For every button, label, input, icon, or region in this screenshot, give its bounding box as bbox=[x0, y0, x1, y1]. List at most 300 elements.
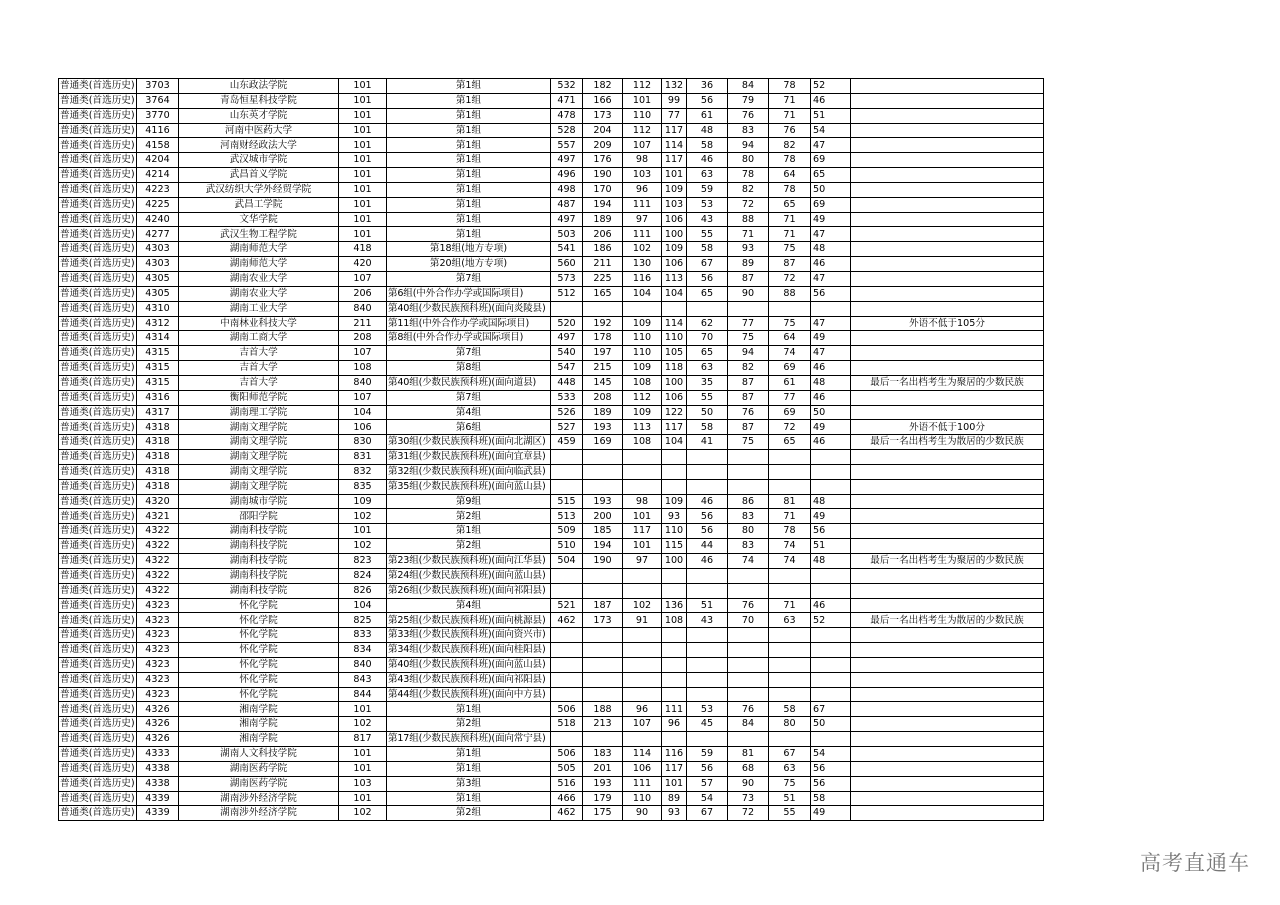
cell-school-name: 武汉城市学院 bbox=[179, 153, 339, 168]
cell-score-f: 72 bbox=[769, 271, 811, 286]
cell-score-c: 100 bbox=[662, 227, 687, 242]
cell-category: 普通类(首选历史) bbox=[59, 227, 137, 242]
table-row bbox=[59, 464, 1044, 479]
cell-school-code: 4326 bbox=[137, 732, 179, 747]
table-row bbox=[59, 93, 1044, 108]
cell-group-name: 第7组 bbox=[387, 271, 551, 286]
table-row bbox=[59, 509, 1044, 524]
cell-total-score: 462 bbox=[551, 613, 583, 628]
cell-score-f bbox=[769, 687, 811, 702]
cell-score-a bbox=[583, 628, 623, 643]
cell-score-c: 96 bbox=[662, 717, 687, 732]
cell-remark bbox=[851, 227, 1044, 242]
cell-score-g: 49 bbox=[811, 806, 851, 821]
cell-group-name: 第6组(中外合作办学或国际项目) bbox=[387, 286, 551, 301]
cell-score-g: 69 bbox=[811, 197, 851, 212]
cell-score-f: 65 bbox=[769, 197, 811, 212]
cell-score-a: 176 bbox=[583, 153, 623, 168]
cell-category: 普通类(首选历史) bbox=[59, 108, 137, 123]
cell-score-d: 67 bbox=[687, 257, 728, 272]
cell-score-d: 50 bbox=[687, 405, 728, 420]
cell-score-c: 99 bbox=[662, 93, 687, 108]
cell-group-name: 第1组 bbox=[387, 168, 551, 183]
cell-school-code: 4315 bbox=[137, 361, 179, 376]
cell-score-a: 194 bbox=[583, 539, 623, 554]
cell-school-name: 湖南城市学院 bbox=[179, 494, 339, 509]
cell-school-code: 4323 bbox=[137, 613, 179, 628]
cell-score-e bbox=[728, 568, 769, 583]
table-row bbox=[59, 316, 1044, 331]
cell-score-b bbox=[623, 643, 662, 658]
cell-total-score bbox=[551, 657, 583, 672]
cell-group-code: 840 bbox=[339, 375, 387, 390]
cell-score-b: 91 bbox=[623, 613, 662, 628]
cell-category: 普通类(首选历史) bbox=[59, 554, 137, 569]
cell-total-score: 504 bbox=[551, 554, 583, 569]
cell-score-c: 136 bbox=[662, 598, 687, 613]
cell-group-code: 101 bbox=[339, 79, 387, 94]
cell-score-a: 187 bbox=[583, 598, 623, 613]
cell-school-code: 4323 bbox=[137, 687, 179, 702]
cell-group-code: 817 bbox=[339, 732, 387, 747]
cell-score-e bbox=[728, 450, 769, 465]
cell-group-name: 第40组(少数民族预科班)(面向炎陵县) bbox=[387, 301, 551, 316]
cell-score-a: 211 bbox=[583, 257, 623, 272]
cell-group-code: 844 bbox=[339, 687, 387, 702]
cell-school-name: 吉首大学 bbox=[179, 346, 339, 361]
cell-score-g bbox=[811, 479, 851, 494]
cell-school-name: 湘南学院 bbox=[179, 732, 339, 747]
cell-score-g: 48 bbox=[811, 554, 851, 569]
cell-school-name: 湖南科技学院 bbox=[179, 568, 339, 583]
cell-school-name: 湖南医药学院 bbox=[179, 776, 339, 791]
cell-school-code: 4339 bbox=[137, 806, 179, 821]
cell-score-g: 56 bbox=[811, 761, 851, 776]
cell-total-score: 518 bbox=[551, 717, 583, 732]
cell-score-f bbox=[769, 657, 811, 672]
cell-total-score: 471 bbox=[551, 93, 583, 108]
cell-score-b: 101 bbox=[623, 539, 662, 554]
cell-score-a bbox=[583, 583, 623, 598]
cell-score-d: 55 bbox=[687, 227, 728, 242]
cell-score-e: 75 bbox=[728, 435, 769, 450]
cell-score-a: 178 bbox=[583, 331, 623, 346]
cell-group-code: 101 bbox=[339, 168, 387, 183]
cell-score-b: 109 bbox=[623, 405, 662, 420]
cell-score-c: 103 bbox=[662, 197, 687, 212]
cell-category: 普通类(首选历史) bbox=[59, 168, 137, 183]
cell-total-score: 520 bbox=[551, 316, 583, 331]
table-row bbox=[59, 346, 1044, 361]
cell-school-code: 4305 bbox=[137, 271, 179, 286]
cell-group-code: 104 bbox=[339, 405, 387, 420]
cell-score-a: 145 bbox=[583, 375, 623, 390]
cell-score-f: 80 bbox=[769, 717, 811, 732]
table-row bbox=[59, 79, 1044, 94]
cell-school-code: 4318 bbox=[137, 420, 179, 435]
cell-total-score: 506 bbox=[551, 702, 583, 717]
cell-group-name: 第4组 bbox=[387, 598, 551, 613]
cell-school-code: 4116 bbox=[137, 123, 179, 138]
table-row bbox=[59, 286, 1044, 301]
cell-score-e: 87 bbox=[728, 271, 769, 286]
cell-score-f: 69 bbox=[769, 361, 811, 376]
cell-score-a bbox=[583, 464, 623, 479]
cell-school-code: 4318 bbox=[137, 464, 179, 479]
cell-score-e bbox=[728, 687, 769, 702]
cell-group-name: 第8组 bbox=[387, 361, 551, 376]
cell-score-e: 76 bbox=[728, 702, 769, 717]
table-row bbox=[59, 732, 1044, 747]
cell-category: 普通类(首选历史) bbox=[59, 286, 137, 301]
cell-category: 普通类(首选历史) bbox=[59, 717, 137, 732]
cell-score-g: 47 bbox=[811, 227, 851, 242]
cell-school-code: 4318 bbox=[137, 435, 179, 450]
table-row bbox=[59, 776, 1044, 791]
cell-group-name: 第33组(少数民族预科班)(面向资兴市) bbox=[387, 628, 551, 643]
cell-score-a: 193 bbox=[583, 494, 623, 509]
cell-group-code: 102 bbox=[339, 509, 387, 524]
cell-score-a: 204 bbox=[583, 123, 623, 138]
cell-score-d: 46 bbox=[687, 554, 728, 569]
cell-group-code: 420 bbox=[339, 257, 387, 272]
cell-total-score: 560 bbox=[551, 257, 583, 272]
table-row bbox=[59, 479, 1044, 494]
cell-score-g: 56 bbox=[811, 524, 851, 539]
cell-score-a: 188 bbox=[583, 702, 623, 717]
cell-category: 普通类(首选历史) bbox=[59, 138, 137, 153]
cell-score-a: 206 bbox=[583, 227, 623, 242]
cell-score-b bbox=[623, 583, 662, 598]
cell-score-b: 117 bbox=[623, 524, 662, 539]
cell-total-score bbox=[551, 732, 583, 747]
cell-total-score: 516 bbox=[551, 776, 583, 791]
cell-group-code: 101 bbox=[339, 761, 387, 776]
cell-score-g bbox=[811, 657, 851, 672]
cell-school-name: 湘南学院 bbox=[179, 702, 339, 717]
cell-score-g: 48 bbox=[811, 242, 851, 257]
cell-score-e: 82 bbox=[728, 361, 769, 376]
cell-category: 普通类(首选历史) bbox=[59, 598, 137, 613]
cell-school-code: 4303 bbox=[137, 257, 179, 272]
cell-school-name: 怀化学院 bbox=[179, 613, 339, 628]
cell-score-d bbox=[687, 479, 728, 494]
cell-score-f: 64 bbox=[769, 331, 811, 346]
cell-score-e: 80 bbox=[728, 153, 769, 168]
cell-score-f: 71 bbox=[769, 509, 811, 524]
cell-score-d bbox=[687, 643, 728, 658]
cell-score-g: 48 bbox=[811, 375, 851, 390]
cell-remark bbox=[851, 806, 1044, 821]
cell-school-name: 青岛恒星科技学院 bbox=[179, 93, 339, 108]
cell-score-b: 111 bbox=[623, 227, 662, 242]
cell-score-f: 63 bbox=[769, 613, 811, 628]
cell-total-score: 459 bbox=[551, 435, 583, 450]
cell-score-b: 111 bbox=[623, 776, 662, 791]
cell-school-name: 湖南师范大学 bbox=[179, 242, 339, 257]
cell-group-name: 第1组 bbox=[387, 227, 551, 242]
cell-school-name: 湖南理工学院 bbox=[179, 405, 339, 420]
cell-score-d: 44 bbox=[687, 539, 728, 554]
cell-category: 普通类(首选历史) bbox=[59, 375, 137, 390]
cell-school-code: 4312 bbox=[137, 316, 179, 331]
cell-score-f bbox=[769, 301, 811, 316]
cell-score-c bbox=[662, 464, 687, 479]
cell-category: 普通类(首选历史) bbox=[59, 494, 137, 509]
cell-score-f bbox=[769, 672, 811, 687]
cell-school-name: 湖南农业大学 bbox=[179, 271, 339, 286]
cell-group-name: 第1组 bbox=[387, 108, 551, 123]
cell-score-g: 56 bbox=[811, 776, 851, 791]
cell-remark bbox=[851, 539, 1044, 554]
cell-score-f: 71 bbox=[769, 598, 811, 613]
cell-school-code: 4305 bbox=[137, 286, 179, 301]
cell-score-c bbox=[662, 479, 687, 494]
cell-score-b: 96 bbox=[623, 182, 662, 197]
cell-score-d: 35 bbox=[687, 375, 728, 390]
cell-school-name: 湖南文理学院 bbox=[179, 464, 339, 479]
cell-score-c: 93 bbox=[662, 806, 687, 821]
cell-remark bbox=[851, 79, 1044, 94]
cell-category: 普通类(首选历史) bbox=[59, 776, 137, 791]
cell-score-f: 71 bbox=[769, 212, 811, 227]
cell-score-c: 116 bbox=[662, 746, 687, 761]
cell-category: 普通类(首选历史) bbox=[59, 331, 137, 346]
cell-score-f: 64 bbox=[769, 168, 811, 183]
cell-group-name: 第30组(少数民族预科班)(面向北湖区) bbox=[387, 435, 551, 450]
cell-remark bbox=[851, 108, 1044, 123]
cell-score-c: 89 bbox=[662, 791, 687, 806]
cell-score-b: 110 bbox=[623, 791, 662, 806]
cell-school-code: 3703 bbox=[137, 79, 179, 94]
cell-school-code: 4323 bbox=[137, 657, 179, 672]
cell-group-code: 832 bbox=[339, 464, 387, 479]
cell-score-a: 215 bbox=[583, 361, 623, 376]
cell-score-a: 197 bbox=[583, 346, 623, 361]
table-row bbox=[59, 390, 1044, 405]
cell-score-e: 80 bbox=[728, 524, 769, 539]
cell-school-name: 湖南文理学院 bbox=[179, 420, 339, 435]
cell-score-b: 101 bbox=[623, 509, 662, 524]
cell-score-g: 47 bbox=[811, 138, 851, 153]
cell-score-e: 86 bbox=[728, 494, 769, 509]
cell-score-e: 73 bbox=[728, 791, 769, 806]
cell-group-name: 第1组 bbox=[387, 761, 551, 776]
cell-group-code: 101 bbox=[339, 227, 387, 242]
admission-score-table bbox=[58, 78, 1044, 821]
cell-score-c bbox=[662, 628, 687, 643]
cell-category: 普通类(首选历史) bbox=[59, 361, 137, 376]
cell-category: 普通类(首选历史) bbox=[59, 420, 137, 435]
cell-score-b: 112 bbox=[623, 123, 662, 138]
cell-school-name: 湖南工商大学 bbox=[179, 331, 339, 346]
cell-score-f: 78 bbox=[769, 182, 811, 197]
cell-group-code: 101 bbox=[339, 93, 387, 108]
cell-category: 普通类(首选历史) bbox=[59, 464, 137, 479]
cell-remark bbox=[851, 791, 1044, 806]
table-row bbox=[59, 123, 1044, 138]
cell-total-score: 513 bbox=[551, 509, 583, 524]
cell-score-f: 87 bbox=[769, 257, 811, 272]
cell-score-d: 51 bbox=[687, 598, 728, 613]
cell-school-name: 山东英才学院 bbox=[179, 108, 339, 123]
cell-remark bbox=[851, 776, 1044, 791]
cell-remark bbox=[851, 257, 1044, 272]
cell-group-name: 第1组 bbox=[387, 212, 551, 227]
cell-total-score: 557 bbox=[551, 138, 583, 153]
cell-group-name: 第26组(少数民族预科班)(面向祁阳县) bbox=[387, 583, 551, 598]
table-row bbox=[59, 420, 1044, 435]
cell-score-b: 102 bbox=[623, 598, 662, 613]
cell-score-b bbox=[623, 450, 662, 465]
cell-score-b: 98 bbox=[623, 153, 662, 168]
cell-remark bbox=[851, 286, 1044, 301]
cell-total-score: 521 bbox=[551, 598, 583, 613]
cell-remark bbox=[851, 702, 1044, 717]
cell-school-code: 4223 bbox=[137, 182, 179, 197]
cell-remark bbox=[851, 271, 1044, 286]
cell-score-a: 173 bbox=[583, 108, 623, 123]
cell-group-name: 第1组 bbox=[387, 791, 551, 806]
cell-score-g bbox=[811, 568, 851, 583]
cell-group-code: 102 bbox=[339, 806, 387, 821]
cell-score-a: 192 bbox=[583, 316, 623, 331]
cell-group-code: 835 bbox=[339, 479, 387, 494]
cell-score-b: 116 bbox=[623, 271, 662, 286]
cell-score-c: 132 bbox=[662, 79, 687, 94]
cell-remark bbox=[851, 761, 1044, 776]
cell-score-c: 104 bbox=[662, 286, 687, 301]
cell-remark bbox=[851, 717, 1044, 732]
cell-score-d: 46 bbox=[687, 153, 728, 168]
cell-score-c: 109 bbox=[662, 494, 687, 509]
cell-score-d: 62 bbox=[687, 316, 728, 331]
cell-score-e: 87 bbox=[728, 375, 769, 390]
cell-score-a: 183 bbox=[583, 746, 623, 761]
cell-group-code: 833 bbox=[339, 628, 387, 643]
cell-total-score bbox=[551, 464, 583, 479]
cell-score-a bbox=[583, 687, 623, 702]
cell-group-name: 第1组 bbox=[387, 79, 551, 94]
cell-score-a: 189 bbox=[583, 405, 623, 420]
cell-remark bbox=[851, 331, 1044, 346]
cell-score-b: 108 bbox=[623, 435, 662, 450]
cell-score-g: 54 bbox=[811, 123, 851, 138]
cell-total-score: 512 bbox=[551, 286, 583, 301]
cell-score-c: 114 bbox=[662, 138, 687, 153]
cell-score-b bbox=[623, 628, 662, 643]
cell-school-name: 湖南科技学院 bbox=[179, 554, 339, 569]
cell-score-c: 111 bbox=[662, 702, 687, 717]
cell-school-name: 河南中医药大学 bbox=[179, 123, 339, 138]
cell-group-name: 第1组 bbox=[387, 702, 551, 717]
cell-score-b: 104 bbox=[623, 286, 662, 301]
cell-category: 普通类(首选历史) bbox=[59, 702, 137, 717]
cell-score-f bbox=[769, 628, 811, 643]
table-row bbox=[59, 108, 1044, 123]
cell-remark bbox=[851, 568, 1044, 583]
cell-category: 普通类(首选历史) bbox=[59, 657, 137, 672]
cell-group-code: 843 bbox=[339, 672, 387, 687]
cell-score-g: 47 bbox=[811, 346, 851, 361]
cell-score-g: 46 bbox=[811, 361, 851, 376]
cell-group-name: 第32组(少数民族预科班)(面向临武县) bbox=[387, 464, 551, 479]
cell-score-g: 47 bbox=[811, 271, 851, 286]
cell-score-f: 58 bbox=[769, 702, 811, 717]
cell-remark bbox=[851, 732, 1044, 747]
cell-score-f: 71 bbox=[769, 93, 811, 108]
cell-group-code: 108 bbox=[339, 361, 387, 376]
cell-school-name: 邵阳学院 bbox=[179, 509, 339, 524]
cell-group-name: 第43组(少数民族预科班)(面向祁阳县) bbox=[387, 672, 551, 687]
table-row bbox=[59, 450, 1044, 465]
table-row bbox=[59, 405, 1044, 420]
cell-score-f: 76 bbox=[769, 123, 811, 138]
cell-score-d: 53 bbox=[687, 197, 728, 212]
cell-score-c: 77 bbox=[662, 108, 687, 123]
table-row bbox=[59, 613, 1044, 628]
cell-category: 普通类(首选历史) bbox=[59, 643, 137, 658]
cell-score-f: 67 bbox=[769, 746, 811, 761]
cell-score-g: 56 bbox=[811, 286, 851, 301]
cell-score-f: 69 bbox=[769, 405, 811, 420]
table-row bbox=[59, 138, 1044, 153]
cell-remark: 外语不低于100分 bbox=[851, 420, 1044, 435]
cell-school-name: 湖南涉外经济学院 bbox=[179, 791, 339, 806]
cell-score-d: 56 bbox=[687, 761, 728, 776]
cell-score-c: 109 bbox=[662, 242, 687, 257]
cell-group-name: 第8组(中外合作办学或国际项目) bbox=[387, 331, 551, 346]
cell-total-score: 448 bbox=[551, 375, 583, 390]
cell-remark bbox=[851, 643, 1044, 658]
cell-group-name: 第11组(中外合作办学或国际项目) bbox=[387, 316, 551, 331]
cell-total-score: 503 bbox=[551, 227, 583, 242]
cell-score-d: 59 bbox=[687, 746, 728, 761]
cell-score-g: 46 bbox=[811, 257, 851, 272]
cell-score-e: 84 bbox=[728, 717, 769, 732]
cell-score-a: 186 bbox=[583, 242, 623, 257]
cell-group-name: 第4组 bbox=[387, 405, 551, 420]
cell-score-a: 190 bbox=[583, 168, 623, 183]
cell-category: 普通类(首选历史) bbox=[59, 390, 137, 405]
table-row bbox=[59, 494, 1044, 509]
cell-total-score bbox=[551, 568, 583, 583]
cell-school-code: 4320 bbox=[137, 494, 179, 509]
cell-school-name: 怀化学院 bbox=[179, 628, 339, 643]
cell-score-g bbox=[811, 450, 851, 465]
cell-score-d: 58 bbox=[687, 138, 728, 153]
cell-score-a: 194 bbox=[583, 197, 623, 212]
cell-score-a: 169 bbox=[583, 435, 623, 450]
cell-score-f: 77 bbox=[769, 390, 811, 405]
cell-school-code: 4322 bbox=[137, 583, 179, 598]
cell-total-score: 573 bbox=[551, 271, 583, 286]
cell-total-score: 533 bbox=[551, 390, 583, 405]
cell-score-b: 106 bbox=[623, 761, 662, 776]
cell-score-f bbox=[769, 643, 811, 658]
cell-score-g bbox=[811, 732, 851, 747]
cell-score-d bbox=[687, 301, 728, 316]
cell-score-b: 114 bbox=[623, 746, 662, 761]
cell-total-score: 478 bbox=[551, 108, 583, 123]
cell-category: 普通类(首选历史) bbox=[59, 524, 137, 539]
cell-category: 普通类(首选历史) bbox=[59, 509, 137, 524]
cell-total-score: 497 bbox=[551, 153, 583, 168]
cell-score-b bbox=[623, 732, 662, 747]
cell-school-name: 湖南科技学院 bbox=[179, 524, 339, 539]
cell-score-c: 104 bbox=[662, 435, 687, 450]
cell-school-code: 4322 bbox=[137, 554, 179, 569]
